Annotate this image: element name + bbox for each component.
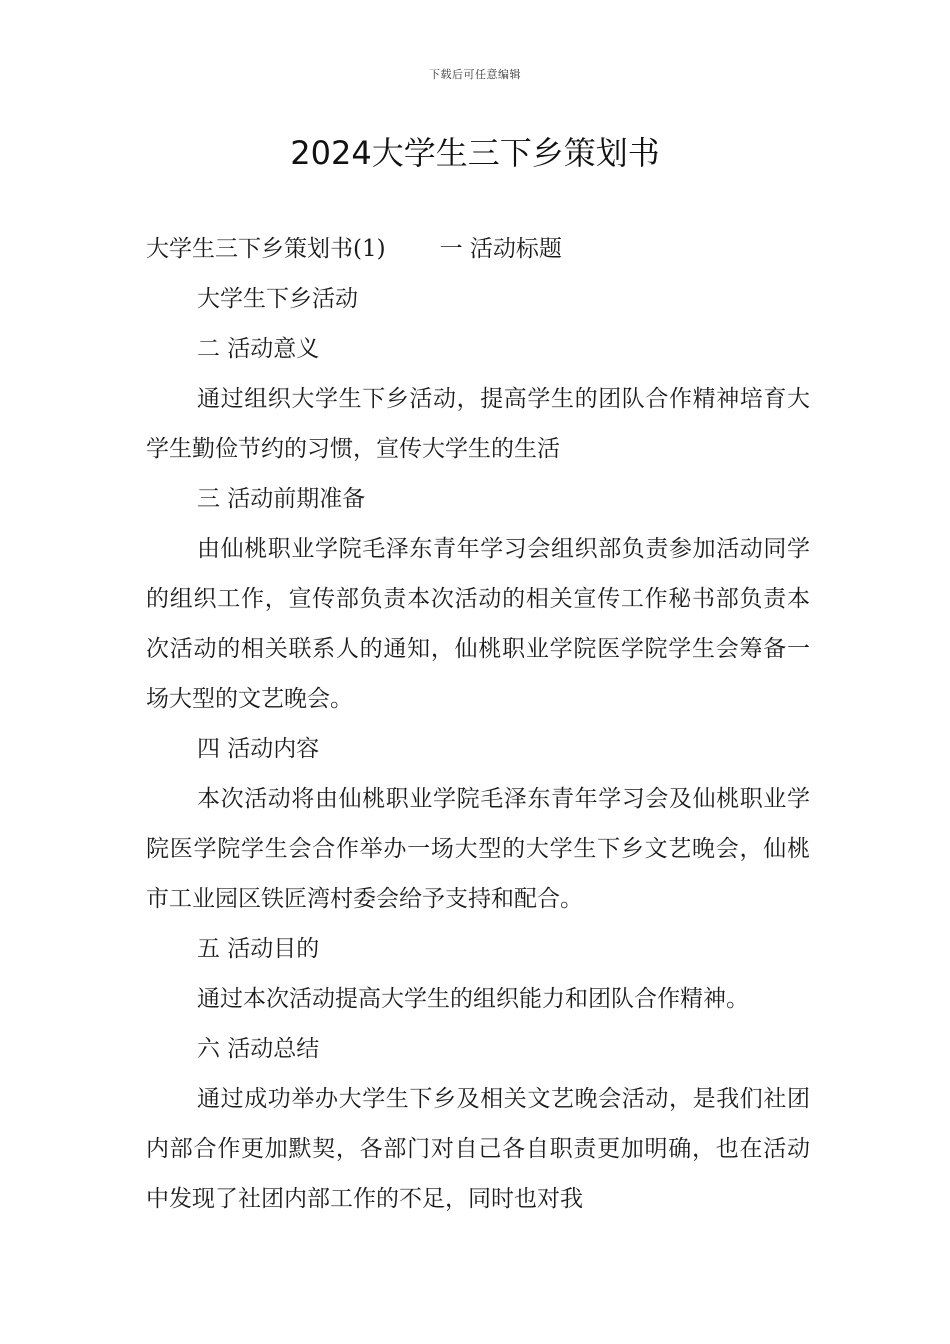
paragraph-summary: 通过成功举办大学生下乡及相关文艺晚会活动，是我们社团内部合作更加默契，各部门对自己各自职责更加明确，也在活动中发现了社团内部工作的不足，同时也对我 [146,1086,810,1212]
section-heading-1: 一 活动标题 [439,236,562,262]
section-heading-6: 六 活动总结 [197,1036,320,1062]
document-title: 2024大学生三下乡策划书 [290,134,660,172]
paragraph-preparation: 由仙桃职业学院毛泽东青年学习会组织部负责参加活动同学的组织工作，宣传部负责本次活动的相关宣传工作秘书部负责本次活动的相关联系人的通知，仙桃职业学院医学院学生会筹备一场大型的文艺晚会。 [146,536,810,712]
paragraph-purpose: 通过本次活动提高大学生的组织能力和团队合作精神。 [197,986,749,1012]
section-heading-5: 五 活动目的 [197,936,320,962]
subtitle-text: 大学生三下乡策划书(1) [146,236,386,262]
section-heading-4: 四 活动内容 [197,736,320,762]
paragraph-activity-title: 大学生下乡活动 [197,286,358,312]
section-heading-3: 三 活动前期准备 [197,486,366,512]
document-body [146,224,810,1224]
first-line [146,224,810,274]
paragraph-content: 本次活动将由仙桃职业学院毛泽东青年学习会及仙桃职业学院医学院学生会合作举办一场大型的大学生下乡文艺晚会，仙桃市工业园区铁匠湾村委会给予支持和配合。 [146,786,810,912]
paragraph-significance: 通过组织大学生下乡活动，提高学生的团队合作精神培育大学生勤俭节约的习惯，宣传大学生的生活 [146,386,810,462]
section-heading-2: 二 活动意义 [197,336,320,362]
header-note: 下载后可任意编辑 [429,68,521,81]
